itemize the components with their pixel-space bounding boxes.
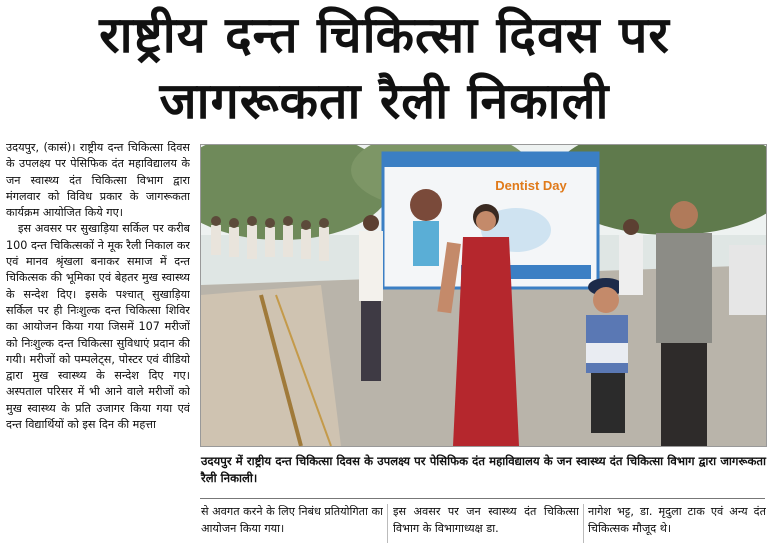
caption-divider <box>200 498 765 499</box>
banner-text: Dentist Day <box>495 178 567 193</box>
rally-photo <box>200 144 767 447</box>
headline-line-2: जागरूकता रैली निकाली <box>159 72 610 130</box>
article-left-column <box>6 140 190 543</box>
headline-line-1: राष्ट्रीय दन्त चिकित्सा दिवस पर <box>99 6 670 64</box>
article-paragraph-2: इस अवसर पर सुखाड़िया सर्किल पर करीब 100 दन्त चिकित्सकों ने मूक रैली निकाल कर एवं मानव श्रृंखला बनाकर समाज में दन्त चिकित्सक की भूमिका एवं बेहतर मुख स्वास्थ्य के सन्देश दिए। इसके पश्चात् सुखाड़िया सर्किल पर ही निःशुल्क दन्त चिकित्सा शिविर का आयोजन किया गया जिसमें 107 मरीजों को निःशुल्क दन्त चिकित्सा सुविधाएं प्रदान की गयी। मरीजों को पम्पलेट्स, पोस्टर एवं वीडियो द्वारा मुख स्वास्थ्य के सन्देश दिए गए। अस्पताल परिसर में भी आने वाले मरीजों को मुख स्वास्थ्य के प्रति उजागर किया गया एवं दन्त विद्यार्थियों को इस दिन की महत्ता <box>6 222 190 432</box>
bottom-column-3: नागेश भट्ट, डा. मृदुला टाक एवं अन्य दंत चिकित्सक मौजूद थे। <box>588 505 766 535</box>
photo-caption: उदयपुर में राष्ट्रीय दन्त चिकित्सा दिवस के उपलक्ष्य पर पेसिफिक दंत महाविद्यालय के जन स्वास्थ्य दंत चिकित्सा विभाग द्वारा जागरूकता रैली निकाली। <box>201 454 766 485</box>
man-in-grey-shirt <box>656 201 712 446</box>
bottom-column-2: इस अवसर पर जन स्वास्थ्य दंत चिकित्सा विभाग के विभागाध्यक्ष डा. <box>393 505 579 535</box>
column-divider <box>583 504 584 543</box>
article-paragraph-1: उदयपुर, (कासं)। राष्ट्रीय दन्त चिकित्सा दिवस के उपलक्ष्य पर पेसिफिक दंत महाविद्यालय के जन स्वास्थ्य दंत चिकित्सा विभाग द्वारा मंगलवार को विविध प्रकार के जागरूकता कार्यक्रम आयोजित किये गए। <box>6 141 190 220</box>
rally-photo-illustration <box>201 145 766 446</box>
column-divider <box>387 504 388 543</box>
bottom-column-1: से अवगत करने के लिए निबंध प्रतियोगिता का आयोजन किया गया। <box>201 505 383 535</box>
